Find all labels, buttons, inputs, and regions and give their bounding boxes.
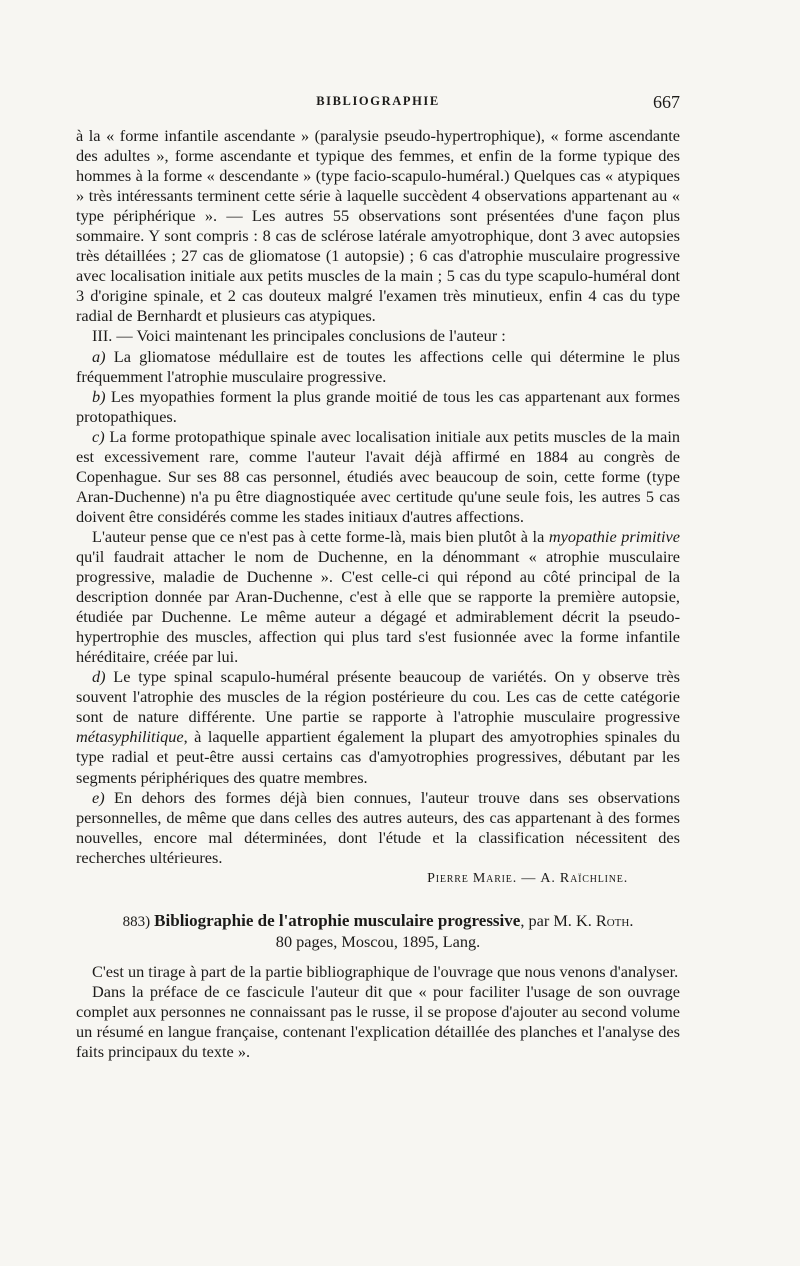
conclusion-b [76, 387, 680, 427]
running-title: BIBLIOGRAPHIE [316, 94, 440, 108]
duchenne-text-before: L'auteur pense que ce n'est pas à cette forme-là, mais bien plutôt à la [92, 526, 549, 546]
conclusion-b-text: Les myopathies forment la plus grande moitié de tous les cas appartenant aux formes protopathiques. [76, 386, 680, 426]
conclusion-e-label: e) [92, 787, 105, 807]
page-body [76, 126, 680, 1062]
conclusion-b-label: b) [92, 386, 106, 406]
conclusion-d [76, 667, 680, 787]
conclusion-c [76, 427, 680, 527]
entry-heading [76, 911, 680, 932]
conclusion-a [76, 347, 680, 387]
conclusion-d-text-after: , à laquelle appartient également la plupart des amyotrophies spinales du type radial et peut-être aussi certains cas d'amyotrophies progressives, débutant par les segments périphériques des quatre membres. [76, 727, 680, 787]
conclusion-c-text: La forme protopathique spinale avec localisation initiale aux petits muscles de la main est excessivement rare, comme l'auteur l'avait déjà affirmé en 1884 au congrès de Copenhague. Sur ses 88 cas personnel, étudiés avec beaucoup de soin, cette forme (type Aran-Duchenne) n'a pu être diagnostiquée avec certitude qu'une seule fois, les autres 5 cas doivent être considérés comme les stades initiaux d'autres affections. [76, 426, 680, 526]
conclusion-e-text: En dehors des formes déjà bien connues, l'auteur trouve dans ses observations personnelles, de même que dans celles des autres auteurs, des cas appartenant à des formes nouvelles, encore mal déterminées, dont l'étude et la classification nécessitent des recherches ultérieures. [76, 787, 680, 867]
entry-author: Roth [595, 910, 630, 930]
entry-author-end: . [629, 910, 634, 930]
entry-paragraph-2: Dans la préface de ce fascicule l'auteur dit que « pour faciliter l'usage de son ouvrage complet aux personnes ne connaissant pas le russe, il se propose d'ajouter au second volume un résumé en langue française, contenant l'explication détaillée des planches et l'analyse des faits principaux du texte ». [76, 981, 680, 1062]
conclusion-a-text: La gliomatose médullaire est de toutes les affections celle qui détermine le plus fréquemment l'atrophie musculaire progressive. [76, 346, 680, 386]
entry-details: 80 pages, Moscou, 1895, Lang. [275, 931, 481, 951]
conclusion-c-label: c) [92, 426, 105, 446]
review-signature [76, 869, 680, 889]
signature-end: . [623, 870, 628, 886]
page-number: 667 [653, 92, 680, 112]
signature-author-2: A. Raïchline [540, 870, 624, 886]
page-header [76, 92, 680, 114]
entry-number: 883) [122, 913, 151, 930]
duchenne-paragraph [76, 527, 680, 667]
review-paragraph-continued: à la « forme infantile ascendante » (paralysie pseudo-hypertrophique), « forme ascendante des adultes », forme ascendante et typique des femmes, et enfin de la forme typique des hommes à la forme « descendante » (type facio-scapulo-huméral.) Quelques cas « atypiques » très intéressants terminent cette série à laquelle succèdent 4 observations appartenant au « type périphérique ». — Les autres 55 observations sont présentées d'une façon plus sommaire. Y sont compris : 8 cas de sclérose latérale amyotrophique, dont 3 avec autopsies très détaillées ; 27 cas de gliomatose (1 autopsie) ; 6 cas d'atrophie musculaire progressive avec localisation initiale aux petits muscles de la main ; 5 cas du type scapulo-huméral dont 3 d'origine spinale, et 2 cas douteux malgré l'examen très minutieux, enfin 4 cas du type radial de Bernhardt et plusieurs cas atypiques. [76, 126, 680, 326]
conclusion-d-text-before: Le type spinal scapulo-huméral présente beaucoup de variétés. On y observe très souvent l'atrophie des muscles de la région postérieure du cou. Les cas de cette catégorie sont de nature différente. Une partie se rapporte à l'atrophie musculaire progressive [76, 667, 680, 727]
signature-author-1: Pierre Marie [427, 870, 513, 886]
conclusion-a-label: a) [92, 346, 106, 366]
conclusion-d-label: d) [92, 667, 106, 687]
duchenne-italic: myopathie primitive [548, 526, 681, 546]
signature-separator: . — [512, 870, 541, 886]
entry-title: Bibliographie de l'atrophie musculaire progressive [154, 910, 521, 930]
entry-paragraph-1: C'est un tirage à part de la partie bibliographique de l'ouvrage que nous venons d'analyser. [92, 961, 679, 981]
conclusions-intro: III. — Voici maintenant les principales conclusions de l'auteur : [92, 326, 506, 346]
conclusion-e [76, 788, 680, 868]
duchenne-text-after: qu'il faudrait attacher le nom de Duchenne, en la dénommant « atrophie musculaire progressive, maladie de Duchenne ». C'est celle-ci qui répond au côté principal de la description donnée par Aran-Duchenne, c'est à elle que se rapporte la première autopsie, étudiée par Duchenne. Le même auteur a dégagé et admirablement décrit la pseudo-hypertrophie des muscles, affection qui plus tard s'est fusionnée avec la forme infantile héréditaire, créée par lui. [76, 546, 680, 667]
conclusion-d-italic: métasyphilitique [76, 727, 184, 747]
entry-by: , par M. K. [520, 910, 596, 930]
